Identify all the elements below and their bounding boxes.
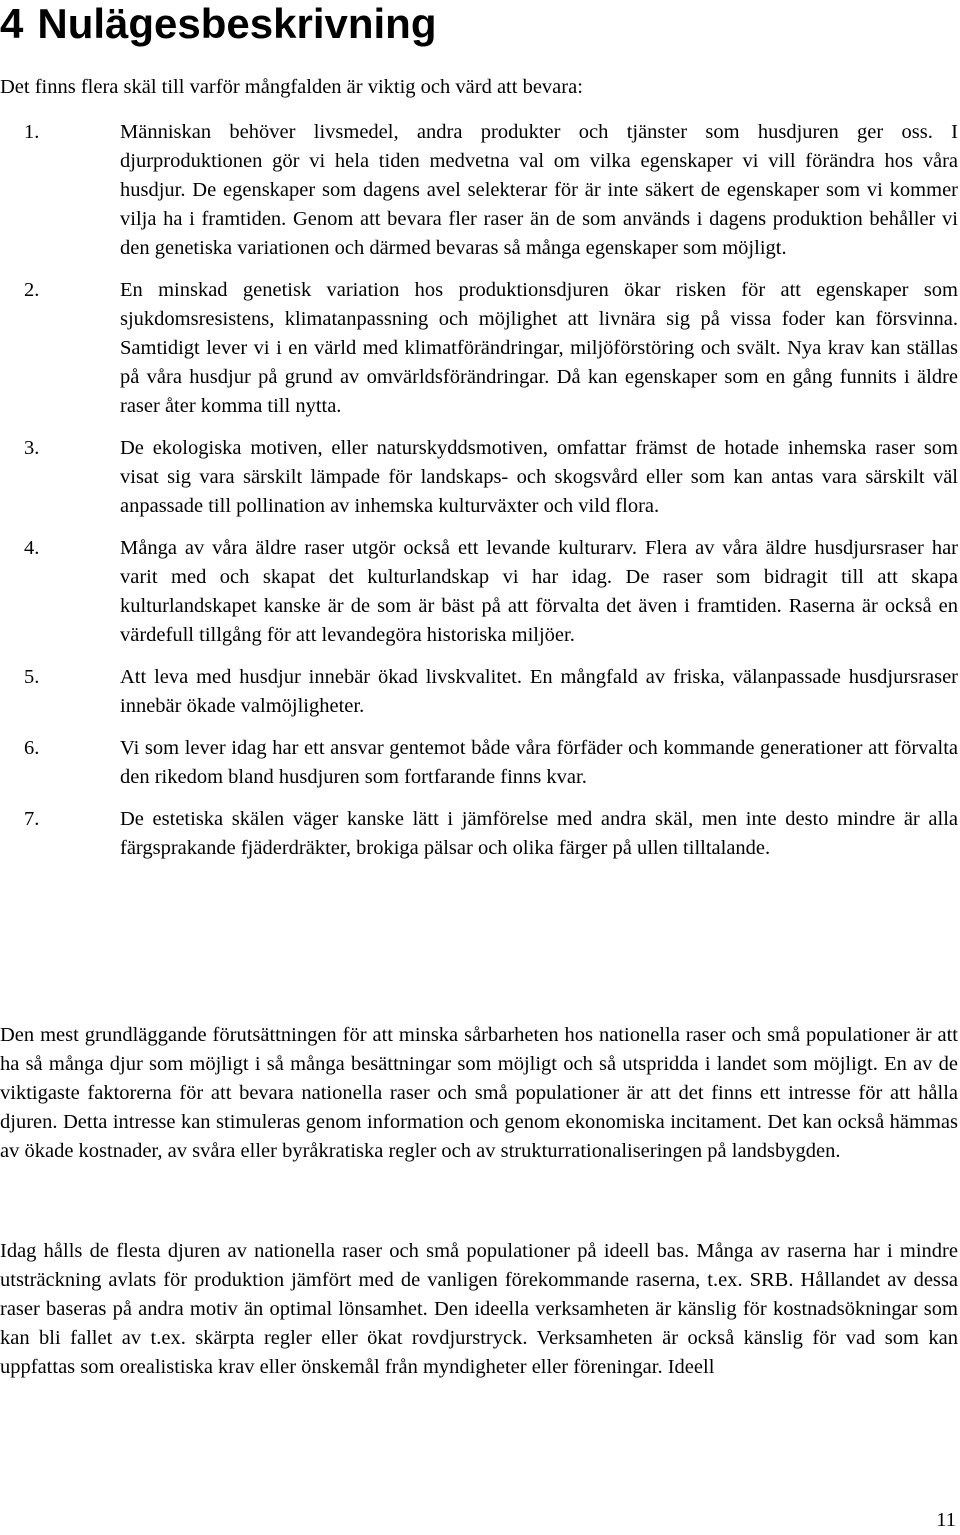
list-marker: 7. [24,808,40,830]
list-item-text: De estetiska skälen väger kanske lätt i jämförelse med andra skäl, men inte desto mindre är alla färgsprakande fjäderdräkter, brokiga pälsar och olika färger på ullen tilltalande. [120,808,958,859]
list-item [0,805,958,863]
section-number: 4 [0,0,24,47]
section-title: Nulägesbeskrivning [37,0,437,47]
intro-paragraph: Det finns flera skäl till varför mångfalden är viktig och värd att bevara: [0,76,583,98]
list-item [0,534,958,650]
list-marker: 4. [24,537,40,559]
list-item-text: Många av våra äldre raser utgör också ett levande kulturarv. Flera av våra äldre husdjursraser har varit med och skapat det kulturlandskap vi har idag. De raser som bidragit till att skapa kulturlandskapet kanske är de som är bäst på att förvalta det även i framtiden. Raserna är också en värdefull tillgång för att levandegöra historiska miljöer. [120,537,958,646]
body-paragraph: Den mest grundläggande förutsättningen för att minska sårbarheten hos nationella raser och små populationer är att ha så många djur som möjligt i så många besättningar som möjligt och så utspridda i landet som möjligt. En av de viktigaste faktorerna för att bevara nationella raser och små populationer är att det finns ett intresse för att hålla djuren. Detta intresse kan stimuleras genom information och genom ekonomiska incitament. Det kan också hämmas av ökade kostnader, av svåra eller byråkratiska regler och av strukturrationaliseringen på landsbygden. [0,1024,958,1162]
list-item [0,276,958,421]
list-marker: 5. [24,666,40,688]
section-heading [0,0,436,48]
list-item [0,434,958,521]
list-marker: 6. [24,737,40,759]
reasons-list [0,118,958,876]
list-item [0,118,958,263]
list-item-text: Vi som lever idag har ett ansvar gentemot både våra förfäder och kommande generationer att förvalta den rikedom bland husdjuren som fortfarande finns kvar. [120,737,958,788]
list-marker: 3. [24,437,40,459]
list-item [0,663,958,721]
list-item-text: Att leva med husdjur innebär ökad livskvalitet. En mångfald av friska, välanpassade husdjursraser innebär ökade valmöjligheter. [120,666,958,717]
body-paragraph: Idag hålls de flesta djuren av nationella raser och små populationer på ideell bas. Många av raserna har i mindre utsträckning avlats för produktion jämfört med de vanligen förekommande raserna, t.ex. SRB. Hållandet av dessa raser baseras på andra motiv än optimal lönsamhet. Den ideella verksamheten är känslig för kostnadsökningar som kan bli fallet av t.ex. skärpta regler eller ökat rovdjurstryck. Verksamheten är också känslig för vad som kan uppfattas som orealistiska krav eller önskemål från myndigheter eller föreningar. Ideell [0,1240,958,1378]
list-item-text: Människan behöver livsmedel, andra produkter och tjänster som husdjuren ger oss. I djurproduktionen gör vi hela tiden medvetna val om vilka egenskaper vi vill förändra hos våra husdjur. De egenskaper som dagens avel selekterar för är inte säkert de egenskaper som vi kommer vilja ha i framtiden. Genom att bevara fler raser än de som används i dagens produktion behåller vi den genetiska variationen och därmed bevaras så många egenskaper som möjligt. [120,121,958,259]
list-item-text: De ekologiska motiven, eller naturskyddsmotiven, omfattar främst de hotade inhemska raser som visat sig vara särskilt lämpade för landskaps- och skogsvård eller som kan antas vara särskilt väl anpassade till pollination av inhemska kulturväxter och vild flora. [120,437,958,517]
list-marker: 2. [24,279,40,301]
page-number: 11 [936,1509,956,1531]
list-item-text: En minskad genetisk variation hos produktionsdjuren ökar risken för att egenskaper som sjukdomsresistens, klimatanpassning och möjlighet att livnära sig på vissa foder kan försvinna. Samtidigt lever vi i en värld med klimatförändringar, miljöförstöring och svält. Nya krav kan ställas på våra husdjur på grund av omvärldsförändringar. Då kan egenskaper som en gång funnits i äldre raser åter komma till nytta. [120,279,958,417]
list-item [0,734,958,792]
list-marker: 1. [24,121,40,143]
